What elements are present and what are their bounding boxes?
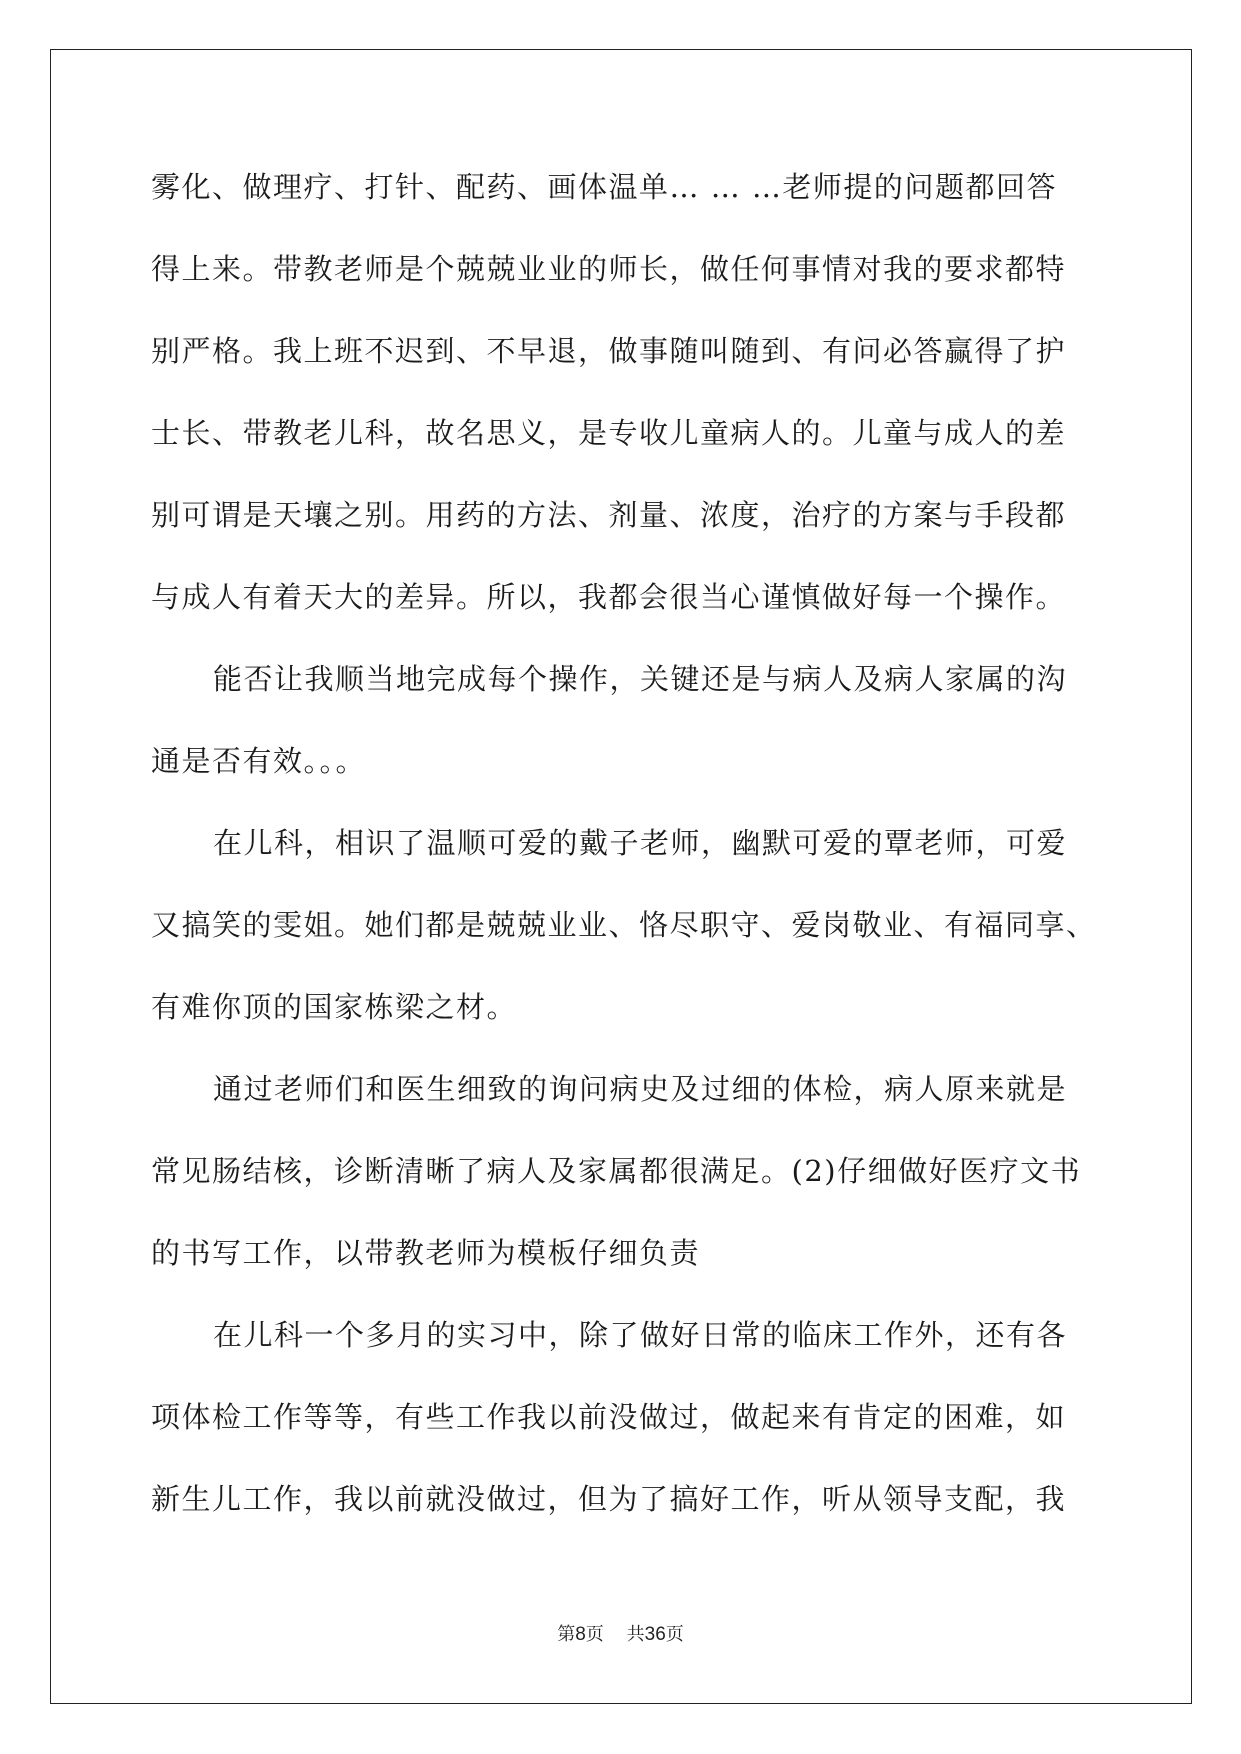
text-line: 新生儿工作，我以前就没做过，但为了搞好工作，听从领导支配，我 <box>151 1482 1067 1516</box>
text-line: 通是否有效。。。 <box>151 744 367 778</box>
text-line: 与成人有着天大的差异。所以，我都会很当心谨慎做好每一个操作。 <box>151 580 1067 614</box>
paragraph-start-line: 在儿科一个多月的实习中，除了做好日常的临床工作外，还有各 <box>213 1318 1068 1352</box>
text-line: 得上来。带教老师是个兢兢业业的师长，做任何事情对我的要求都特 <box>151 252 1067 286</box>
text-line: 雾化、做理疗、打针、配药、画体温单… … …老师提的问题都回答 <box>151 170 1057 204</box>
document-body <box>151 160 1097 1554</box>
paragraph-start-line: 通过老师们和医生细致的询问病史及过细的体检，病人原来就是 <box>213 1072 1068 1106</box>
total-suffix: 页 <box>665 1624 684 1645</box>
text-line: 有难你顶的国家栋梁之材。 <box>151 990 518 1024</box>
text-line: 别可谓是天壤之别。用药的方法、剂量、浓度，治疗的方案与手段都 <box>151 498 1067 532</box>
text-line: 又搞笑的雯姐。她们都是兢兢业业、恪尽职守、爱岗敬业、有福同享、 <box>151 908 1097 942</box>
page-number: 8 <box>575 1624 586 1645</box>
page-prefix: 第 <box>557 1624 576 1645</box>
total-pages: 36 <box>644 1624 666 1645</box>
total-prefix: 共 <box>626 1624 645 1645</box>
page-footer <box>0 1620 1241 1646</box>
text-line: 常见肠结核，诊断清晰了病人及家属都很满足。(2)仔细做好医疗文书 <box>151 1154 1082 1188</box>
text-line: 的书写工作，以带教老师为模板仔细负责 <box>151 1236 701 1270</box>
paragraph-start-line: 在儿科，相识了温顺可爱的戴子老师，幽默可爱的覃老师，可爱 <box>213 826 1068 860</box>
page-suffix: 页 <box>585 1624 604 1645</box>
text-line: 项体检工作等等，有些工作我以前没做过，做起来有肯定的困难，如 <box>151 1400 1067 1434</box>
paragraph-start-line: 能否让我顺当地完成每个操作，关键还是与病人及病人家属的沟 <box>213 662 1068 696</box>
text-line: 士长、带教老儿科，故名思义，是专收儿童病人的。儿童与成人的差 <box>151 416 1067 450</box>
text-line: 别严格。我上班不迟到、不早退，做事随叫随到、有问必答赢得了护 <box>151 334 1067 368</box>
